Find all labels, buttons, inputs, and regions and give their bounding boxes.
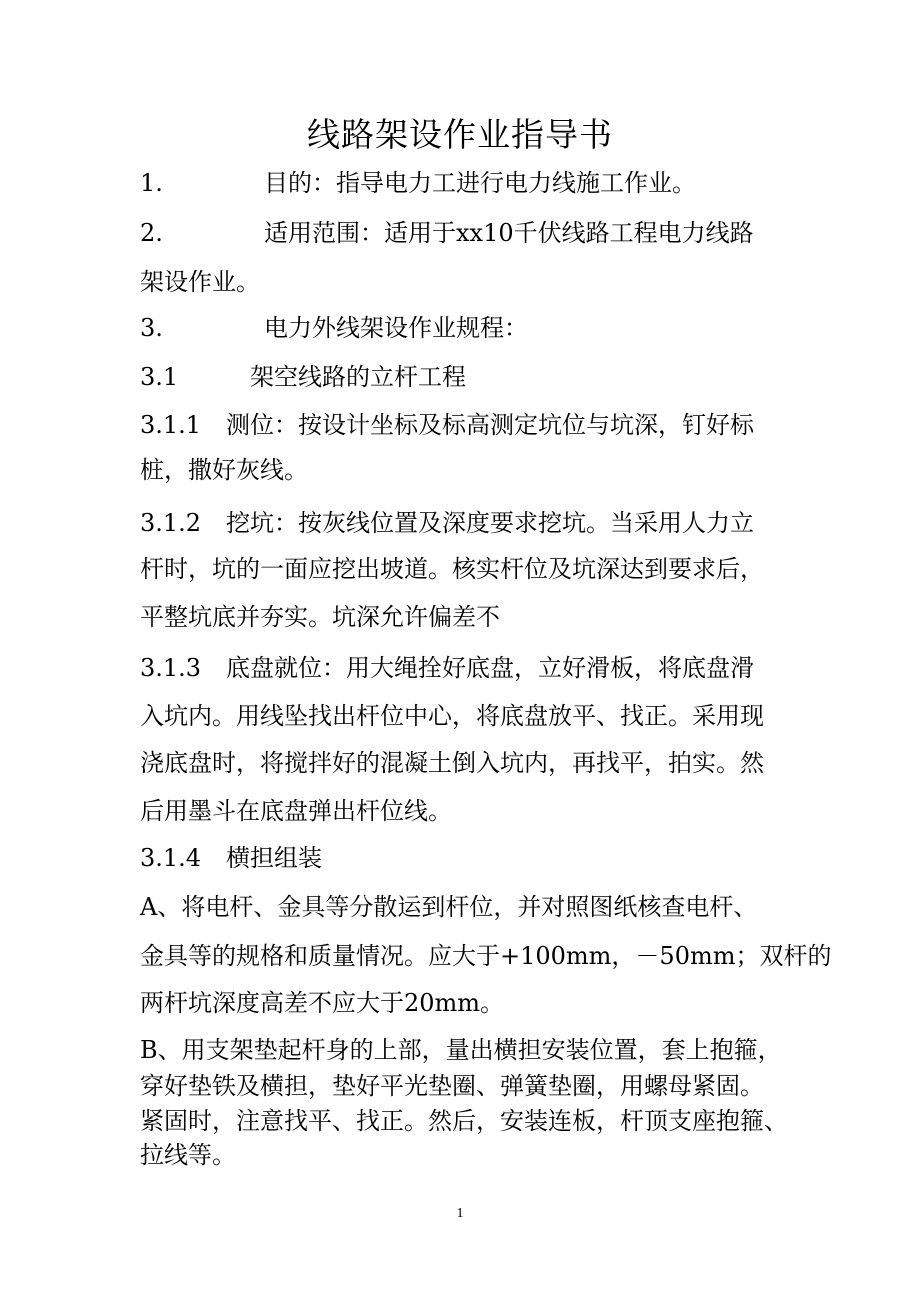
line-text: 杆时，坑的一面应挖出坡道。核实杆位及坑深达到要求后， [140, 555, 764, 583]
line-text: 浇底盘时，将搅拌好的混凝土倒入坑内，再找平，拍实。然 [140, 749, 764, 777]
line-text: 平整坑底并夯实。坑深允许偏差不 [140, 603, 500, 631]
page-number: 1 [456, 1206, 464, 1221]
text-line [140, 163, 696, 203]
text-line [140, 648, 754, 688]
text-line [140, 1135, 236, 1175]
line-text: A、将电杆、金具等分散运到杆位，并对照图纸核查电杆、 [140, 893, 758, 921]
text-line [140, 743, 764, 783]
line-text: 底盘就位：用大绳拴好底盘，立好滑板，将底盘滑 [226, 654, 754, 682]
section-number: 3.1.2 [140, 509, 202, 537]
text-line [140, 357, 466, 397]
line-text: 适用范围：适用于xx10千伏线路工程电力线路 [264, 219, 754, 247]
text-line [140, 1030, 782, 1070]
line-text: 紧固时，注意找平、找正。然后，安装连板，杆顶支座抱箍、 [140, 1107, 788, 1135]
text-line [140, 262, 260, 302]
section-number: 3. [140, 314, 163, 342]
text-line [140, 308, 528, 348]
section-number: 3.1.4 [140, 844, 202, 872]
section-number: 3.1.3 [140, 654, 202, 682]
text-line [140, 213, 754, 253]
line-text: 入坑内。用线坠找出杆位中心，将底盘放平、找正。采用现 [140, 702, 764, 730]
line-text: 横担组装 [226, 844, 322, 872]
line-text: 两杆坑深度高差不应大于20mm。 [140, 989, 505, 1017]
text-line [140, 549, 764, 589]
text-line [140, 887, 757, 927]
line-text: 架空线路的立杆工程 [250, 363, 466, 391]
text-line [140, 597, 500, 637]
section-number: 1. [140, 169, 163, 197]
text-line [140, 450, 308, 490]
document-title: 线路架设作业指导书 [307, 115, 613, 154]
line-text: B、用支架垫起杆身的上部，量出横担安装位置，套上抱箍， [140, 1036, 782, 1064]
line-text: 目的：指导电力工进行电力线施工作业。 [264, 169, 696, 197]
section-number: 3.1.1 [140, 411, 202, 439]
text-line [140, 405, 754, 445]
line-text: 穿好垫铁及横担，垫好平光垫圈、弹簧垫圈，用螺母紧固。 [140, 1072, 764, 1100]
text-line [140, 1101, 788, 1141]
line-text: 拉线等。 [140, 1141, 236, 1169]
line-text: 桩，撒好灰线。 [140, 456, 308, 484]
line-text: 挖坑：按灰线位置及深度要求挖坑。当采用人力立 [226, 509, 754, 537]
line-text: 电力外线架设作业规程： [264, 314, 528, 342]
text-line [140, 503, 754, 543]
text-line [140, 983, 504, 1023]
line-text: 后用墨斗在底盘弹出杆位线。 [140, 797, 452, 825]
section-number: 3.1 [140, 363, 179, 391]
line-text: 测位：按设计坐标及标高测定坑位与坑深，钉好标 [226, 411, 754, 439]
text-line [140, 838, 322, 878]
line-text: 金具等的规格和质量情况。应大于+100mm，－50mm；双杆的 [140, 942, 832, 970]
text-line [140, 936, 832, 976]
text-line [140, 791, 452, 831]
text-line [140, 696, 764, 736]
section-number: 2. [140, 219, 163, 247]
text-line [140, 1066, 764, 1106]
line-text: 架设作业。 [140, 268, 260, 296]
